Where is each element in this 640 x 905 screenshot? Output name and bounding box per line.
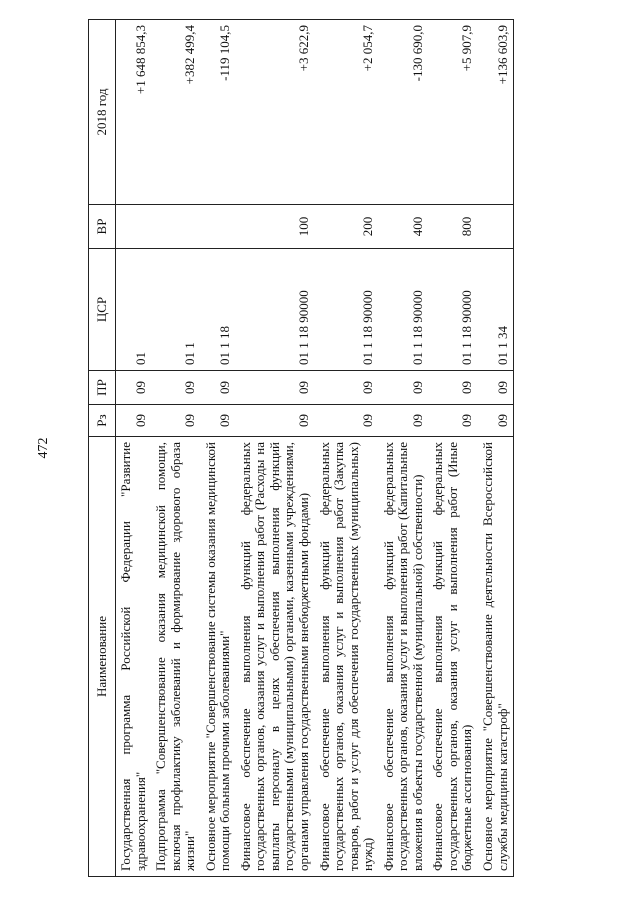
row-amount: +1 648 854,3: [116, 20, 152, 205]
row-vr: 800: [428, 205, 478, 249]
row-rz: 09: [116, 405, 152, 437]
row-amount: -119 104,5: [201, 20, 236, 205]
row-pr: 09: [478, 371, 514, 405]
row-csr: 01 1 18: [201, 249, 236, 371]
row-rz: 09: [151, 405, 201, 437]
row-rz: 09: [379, 405, 429, 437]
table-row: [236, 20, 315, 877]
row-vr: [478, 205, 514, 249]
row-amount: +5 907,9: [428, 20, 478, 205]
row-name: Финансовое обеспечение выполнения функций федеральных государственных органов, оказания услуг и выполнения работ (Иные бюджетные ассигнования): [428, 437, 478, 877]
row-name: Финансовое обеспечение выполнения функций федеральных государственных органов, оказания услуг и выполнения работ (Расходы на выплаты персоналу в целях обеспечения выполнения функций государственными (муниципальными) органами, казенными учреждениями, органами управления государственными внебюджетными фондами): [236, 437, 315, 877]
row-csr: 01 1 18 90000: [315, 249, 379, 371]
row-rz: 09: [315, 405, 379, 437]
header-name: Наименование: [89, 437, 116, 877]
budget-table: [88, 19, 514, 877]
row-pr: 09: [236, 371, 315, 405]
table-header-row: [89, 20, 116, 877]
row-name: Финансовое обеспечение выполнения функций федеральных государственных органов, оказания услуг и выполнения работ (Капитальные вложения в объекты государственной (муниципальной) собственности): [379, 437, 429, 877]
row-amount: +2 054,7: [315, 20, 379, 205]
row-pr: 09: [379, 371, 429, 405]
table-row: [379, 20, 429, 877]
page-number: 472: [36, 437, 51, 459]
table-row: [116, 20, 152, 877]
header-csr: ЦСР: [89, 249, 116, 371]
row-csr: 01 1 34: [478, 249, 514, 371]
rotated-page-content: [88, 20, 608, 877]
row-vr: [151, 205, 201, 249]
row-rz: 09: [428, 405, 478, 437]
row-csr: 01 1 18 90000: [428, 249, 478, 371]
header-vr: ВР: [89, 205, 116, 249]
header-pr: ПР: [89, 371, 116, 405]
row-pr: 09: [315, 371, 379, 405]
row-pr: 09: [151, 371, 201, 405]
row-rz: 09: [236, 405, 315, 437]
row-pr: 09: [428, 371, 478, 405]
table-row: [428, 20, 478, 877]
row-csr: 01 1: [151, 249, 201, 371]
row-amount: +136 603,9: [478, 20, 514, 205]
table-row: [315, 20, 379, 877]
table-row: [478, 20, 514, 877]
row-pr: 09: [116, 371, 152, 405]
row-pr: 09: [201, 371, 236, 405]
row-name: Основное мероприятие "Совершенствование системы оказания медицинской помощи больным прочими заболеваниями": [201, 437, 236, 877]
table-row: [151, 20, 201, 877]
header-rz: Рз: [89, 405, 116, 437]
row-csr: 01 1 18 90000: [236, 249, 315, 371]
row-vr: 400: [379, 205, 429, 249]
row-vr: 200: [315, 205, 379, 249]
row-amount: +382 499,4: [151, 20, 201, 205]
row-vr: [201, 205, 236, 249]
table-row: [201, 20, 236, 877]
row-amount: -130 690,0: [379, 20, 429, 205]
row-rz: 09: [478, 405, 514, 437]
row-name: Государственная программа Российской Федерации "Развитие здравоохранения": [116, 437, 152, 877]
row-rz: 09: [201, 405, 236, 437]
row-csr: 01: [116, 249, 152, 371]
row-name: Финансовое обеспечение выполнения функций федеральных государственных органов, оказания услуг и выполнения работ (Закупка товаров, работ и услуг для обеспечения государственных (муниципальных) нужд): [315, 437, 379, 877]
row-vr: 100: [236, 205, 315, 249]
row-name: Основное мероприятие "Совершенствование деятельности Всероссийской службы медицины катастроф": [478, 437, 514, 877]
row-csr: 01 1 18 90000: [379, 249, 429, 371]
row-amount: +3 622,9: [236, 20, 315, 205]
row-name: Подпрограмма "Совершенствование оказания медицинской помощи, включая профилактику заболеваний и формирование здорового образа жизни": [151, 437, 201, 877]
header-year: 2018 год: [89, 20, 116, 205]
row-vr: [116, 205, 152, 249]
